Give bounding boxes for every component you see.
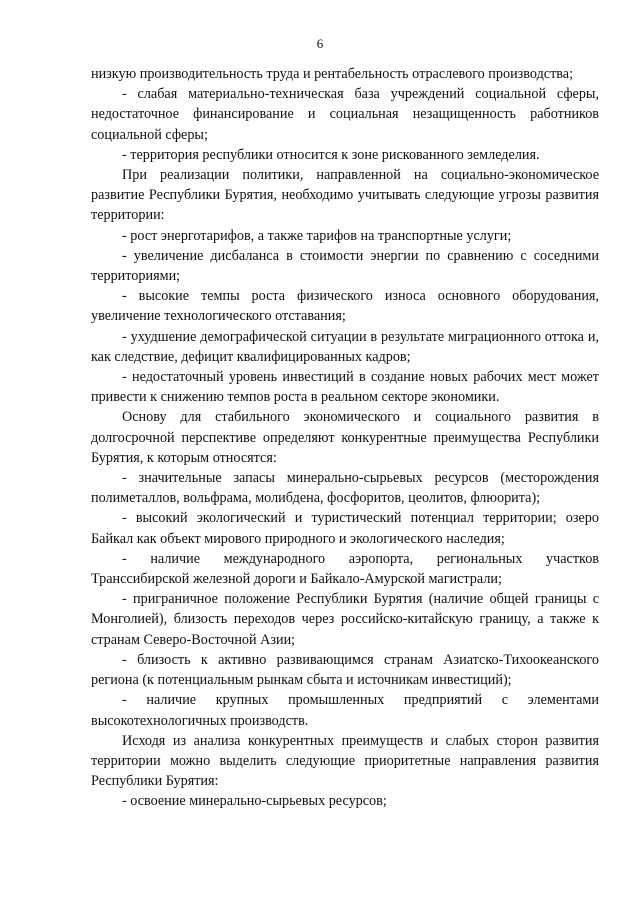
list-item-threat: - рост энерготарифов, а также тарифов на транспортные услуги; — [122, 227, 512, 244]
list-item-advantage: - высокий экологический и туристический потенциал территории; озеро Байкал как объект мирового природного и экологического наследия; — [91, 510, 599, 547]
list-item-advantage: - наличие международного аэропорта, региональных участков Транссибирской железной дороги и Байкало-Амурской магистрали; — [91, 550, 599, 588]
paragraph-priorities-intro: Исходя из анализа конкурентных преимуществ и слабых сторон развития территории можно выделить следующие приоритетные направления развития Республики Бурятия: — [91, 732, 599, 790]
list-item-priority: - освоение минерально-сырьевых ресурсов; — [122, 793, 387, 810]
list-item-advantage: - близость к активно развивающимся странам Азиатско-Тихоокеанского региона (к потенциальным рынкам сбыта и источникам инвестиций); — [91, 651, 599, 689]
list-item-threat: - увеличение дисбаланса в стоимости энергии по сравнению с соседними территориями; — [91, 247, 599, 285]
paragraph-threats-intro: При реализации политики, направленной на социально-экономическое развитие Республики Бурятия, необходимо учитывать следующие угрозы развития территории: — [91, 167, 599, 224]
paragraph-continuation: низкую производительность труда и рентабельность отраслевого производства; — [91, 66, 574, 82]
list-item-threat: - ухудшение демографической ситуации в результате миграционного оттока и, как следствие, дефицит квалифицированных кадров; — [91, 328, 599, 365]
list-item-weakness: - слабая материально-техническая база учреждений социальной сферы, недостаточное финансирование и социальная незащищенность работников социальной сферы; — [91, 86, 599, 143]
list-item-weakness: - территория республики относится к зоне рискованного земледелия. — [122, 146, 540, 163]
list-item-threat: - недостаточный уровень инвестиций в создание новых рабочих мест может привести к снижению темпов роста в реальном секторе экономики. — [91, 369, 599, 406]
page-number: 6 — [316, 36, 324, 51]
list-item-advantage: - наличие крупных промышленных предприятий с элементами высокотехнологичных производств. — [91, 692, 599, 729]
list-item-advantage: - значительные запасы минерально-сырьевых ресурсов (месторождения полиметаллов, вольфрама, молибдена, фосфоритов, цеолитов, флюорита); — [91, 470, 599, 507]
list-item-threat: - высокие темпы роста физического износа основного оборудования, увеличение технологического отставания; — [91, 288, 599, 325]
list-item-advantage: - приграничное положение Республики Бурятия (наличие общей границы с Монголией), близость переходов через российско-китайскую границу, а также к странам Северо-Восточной Азии; — [91, 591, 599, 648]
page-body — [91, 64, 599, 812]
paragraph-advantages-intro: Основу для стабильного экономического и социального развития в долгосрочной перспективе определяют конкурентные преимущества Республики Бурятия, к которым относятся: — [91, 409, 599, 466]
